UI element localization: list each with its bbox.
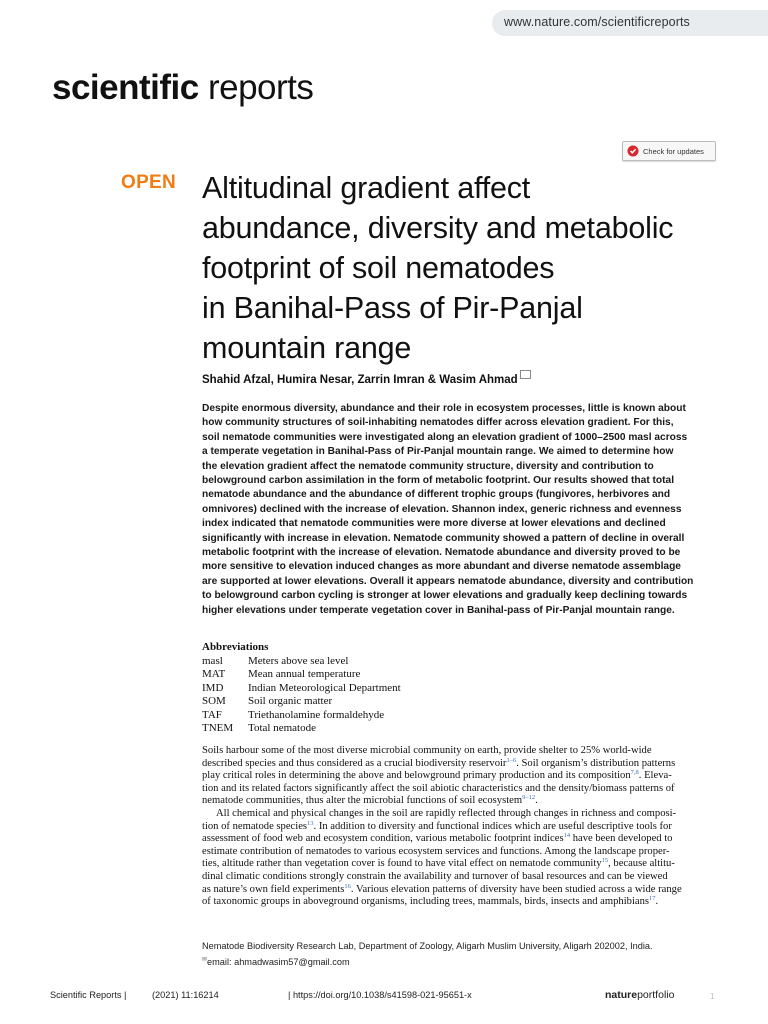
article-title	[202, 168, 762, 368]
citation-link[interactable]: 9–12	[522, 794, 536, 802]
citation-link[interactable]: 17	[649, 895, 656, 903]
abstract-line: metabolic footprint with the increase of elevation. Nematode abundance and diversity proved to be	[202, 547, 681, 559]
abbreviation-row	[202, 722, 401, 735]
abstract-line: belowground carbon assimilation in the form of metabolic footprint. Our results showed that total	[202, 475, 675, 487]
abbreviation-key: IMD	[202, 681, 224, 694]
abstract-line: nematode abundance and the abundance of different trophic groups (fungivores, herbivores and	[202, 489, 671, 501]
abstract-line: are supported at lower elevations. Overall it appears nematode abundance, diversity and contribution	[202, 575, 694, 587]
footer-doi-link[interactable]: | https://doi.org/10.1038/s41598-021-95651-x	[288, 990, 472, 1000]
citation-link[interactable]: 15	[601, 857, 609, 865]
abbreviation-key: MAT	[202, 668, 226, 681]
open-access-label: OPEN	[121, 172, 177, 193]
abstract-line: higher elevations under temperate vegetation cover in Banihal-pass of Pir-Panjal mountain range.	[202, 604, 675, 616]
author-list	[202, 370, 531, 386]
abbreviation-value: Total nematode	[248, 722, 316, 735]
page-number: 1	[710, 992, 715, 1001]
citation-link[interactable]: 1–6	[506, 756, 517, 764]
body-line: Soils harbour some of the most diverse microbial community on earth, provide shelter to 25% world-wide	[202, 745, 652, 756]
abbreviation-value: Soil organic matter	[248, 695, 333, 708]
body-line: play critical roles in determining the above and belowground primary production and its composition$^{7,8}$. Eleva-	[202, 769, 672, 782]
abstract-line: soil nematode communities were investigated along an elevation gradient of 1000–2500 masl across	[202, 431, 688, 443]
abstract	[202, 402, 722, 618]
brand-bold: scientific	[52, 68, 199, 107]
crossmark-icon	[627, 145, 639, 157]
abbreviation-row	[202, 695, 401, 708]
footer-volume: (2021) 11:16214	[152, 990, 219, 1000]
body-line: as nature’s own field experiments$^{16}$. Various elevation patterns of diversity have been studied across a wide range	[202, 882, 682, 895]
author-email-line	[202, 953, 653, 969]
body-line: tion and its related factors significantly affect the soil abiotic characteristics and the density/biomass patterns of	[202, 782, 675, 794]
body-line: All chemical and physical changes in the soil are rapidly reflected through changes in richness and composi-	[216, 807, 677, 819]
abbreviation-row	[202, 668, 401, 681]
footer-journal: Scientific Reports |	[50, 990, 127, 1000]
citation-link[interactable]: 14	[563, 832, 571, 840]
abstract-line: Despite enormous diversity, abundance and their role in ecosystem processes, little is known about	[202, 403, 686, 414]
journal-url-bar[interactable]	[492, 10, 768, 36]
body-line: ties, altitude rather than vegetation cover is found to have vital effect on nematode community$^{15}$, because altitu-	[202, 857, 675, 870]
abstract-line: to belowground carbon cycling is stronger at lower elevations and gradually keep declining towards	[202, 590, 688, 602]
check-for-updates-button[interactable]	[622, 141, 716, 161]
abbreviation-key: SOM	[202, 695, 226, 708]
abbreviation-key: TNEM	[202, 722, 234, 735]
abstract-line: significantly with increase in elevation. Nematode community showed a pattern of decline in overall	[202, 532, 685, 544]
envelope-icon[interactable]	[520, 370, 531, 379]
body-line: of taxonomic groups in aboveground organisms, including trees, mammals, birds, insects and amphibians$^{17}$.	[202, 895, 659, 908]
journal-url[interactable]: www.nature.com/scientificreports	[504, 15, 690, 29]
body-line: tion of nematode species$^{13}$. In addition to diversity and functional indices which are useful descriptive tools for	[202, 819, 672, 832]
abstract-line: omnivores) declined with the increase of elevation. Shannon index, generic richness and evenness	[202, 503, 682, 515]
abstract-line: how community structures of soil-inhabiting nematodes differ across elevation gradient. For this,	[202, 417, 674, 429]
publisher-logo: natureportfolio	[605, 989, 675, 1001]
citation-link[interactable]: 7,8	[630, 769, 639, 777]
body-line: described species and thus considered as a crucial biodiversity reservoir$^{1-6}$. Soil organism’s distribution patterns	[202, 756, 676, 769]
title-line: Altitudinal gradient affect	[202, 171, 531, 205]
authors-text[interactable]: Shahid Afzal, Humira Nesar, Zarrin Imran & Wasim Ahmad	[202, 374, 518, 386]
title-line: abundance, diversity and metabolic	[202, 211, 674, 245]
body-line: nematode communities, thus alter the microbial functions of soil ecosystem$^{9-12}$.	[202, 794, 538, 807]
abbreviations-heading: Abbreviations	[202, 641, 269, 653]
citation-link[interactable]: 16	[344, 882, 351, 890]
article-body	[202, 745, 718, 909]
title-line: mountain range	[202, 331, 412, 365]
abbreviation-key: masl	[202, 655, 223, 667]
abbreviation-row	[202, 682, 401, 695]
journal-brand	[52, 68, 313, 108]
affiliation-text: Nematode Biodiversity Research Lab, Department of Zoology, Aligarh Muslim University, Aligarh 202002, India.	[202, 941, 653, 951]
abstract-line: more sensitive to elevation induced changes as more abundant and diverse nematode assemblage	[202, 561, 681, 573]
abbreviation-key: TAF	[202, 708, 222, 721]
body-line: estimate contribution of nematodes to various ecosystem services and functions. Among the landscape proper-	[202, 845, 670, 857]
abbreviation-value: Meters above sea level	[248, 655, 349, 667]
body-line: dinal climatic conditions strongly constrain the availability and turnover of basal resources and can be viewed	[202, 870, 668, 882]
author-email[interactable]: email: ahmadwasim57@gmail.com	[207, 957, 350, 967]
check-for-updates-label: Check for updates	[643, 146, 704, 156]
abbreviation-value: Mean annual temperature	[248, 668, 361, 681]
abbreviation-row	[202, 655, 401, 668]
abstract-line: the elevation gradient affect the nematode community structure, diversity and contribution to	[202, 460, 654, 472]
brand-light: reports	[198, 68, 314, 107]
abbreviations-list	[202, 655, 401, 735]
title-line: footprint of soil nematodes	[202, 251, 555, 285]
citation-link[interactable]: 13	[307, 819, 314, 827]
title-line: in Banihal‑Pass of Pir‑Panjal	[202, 291, 583, 325]
abbreviation-value: Indian Meteorological Department	[248, 681, 401, 694]
abstract-line: index indicated that nematode communities were more diverse at lower elevations and declined	[202, 518, 666, 530]
envelope-icon: ✉	[202, 957, 208, 963]
abbreviation-row	[202, 709, 401, 722]
abstract-line: a temperate vegetation in Banihal-Pass of Pir-Panjal mountain range. We aimed to determine how	[202, 446, 674, 458]
affiliation-block	[202, 939, 653, 969]
body-line: assessment of food web and ecosystem condition, various metabolic footprint indices$^{14}$ have been developed to	[202, 832, 673, 845]
abbreviation-value: Triethanolamine formaldehyde	[248, 708, 385, 721]
